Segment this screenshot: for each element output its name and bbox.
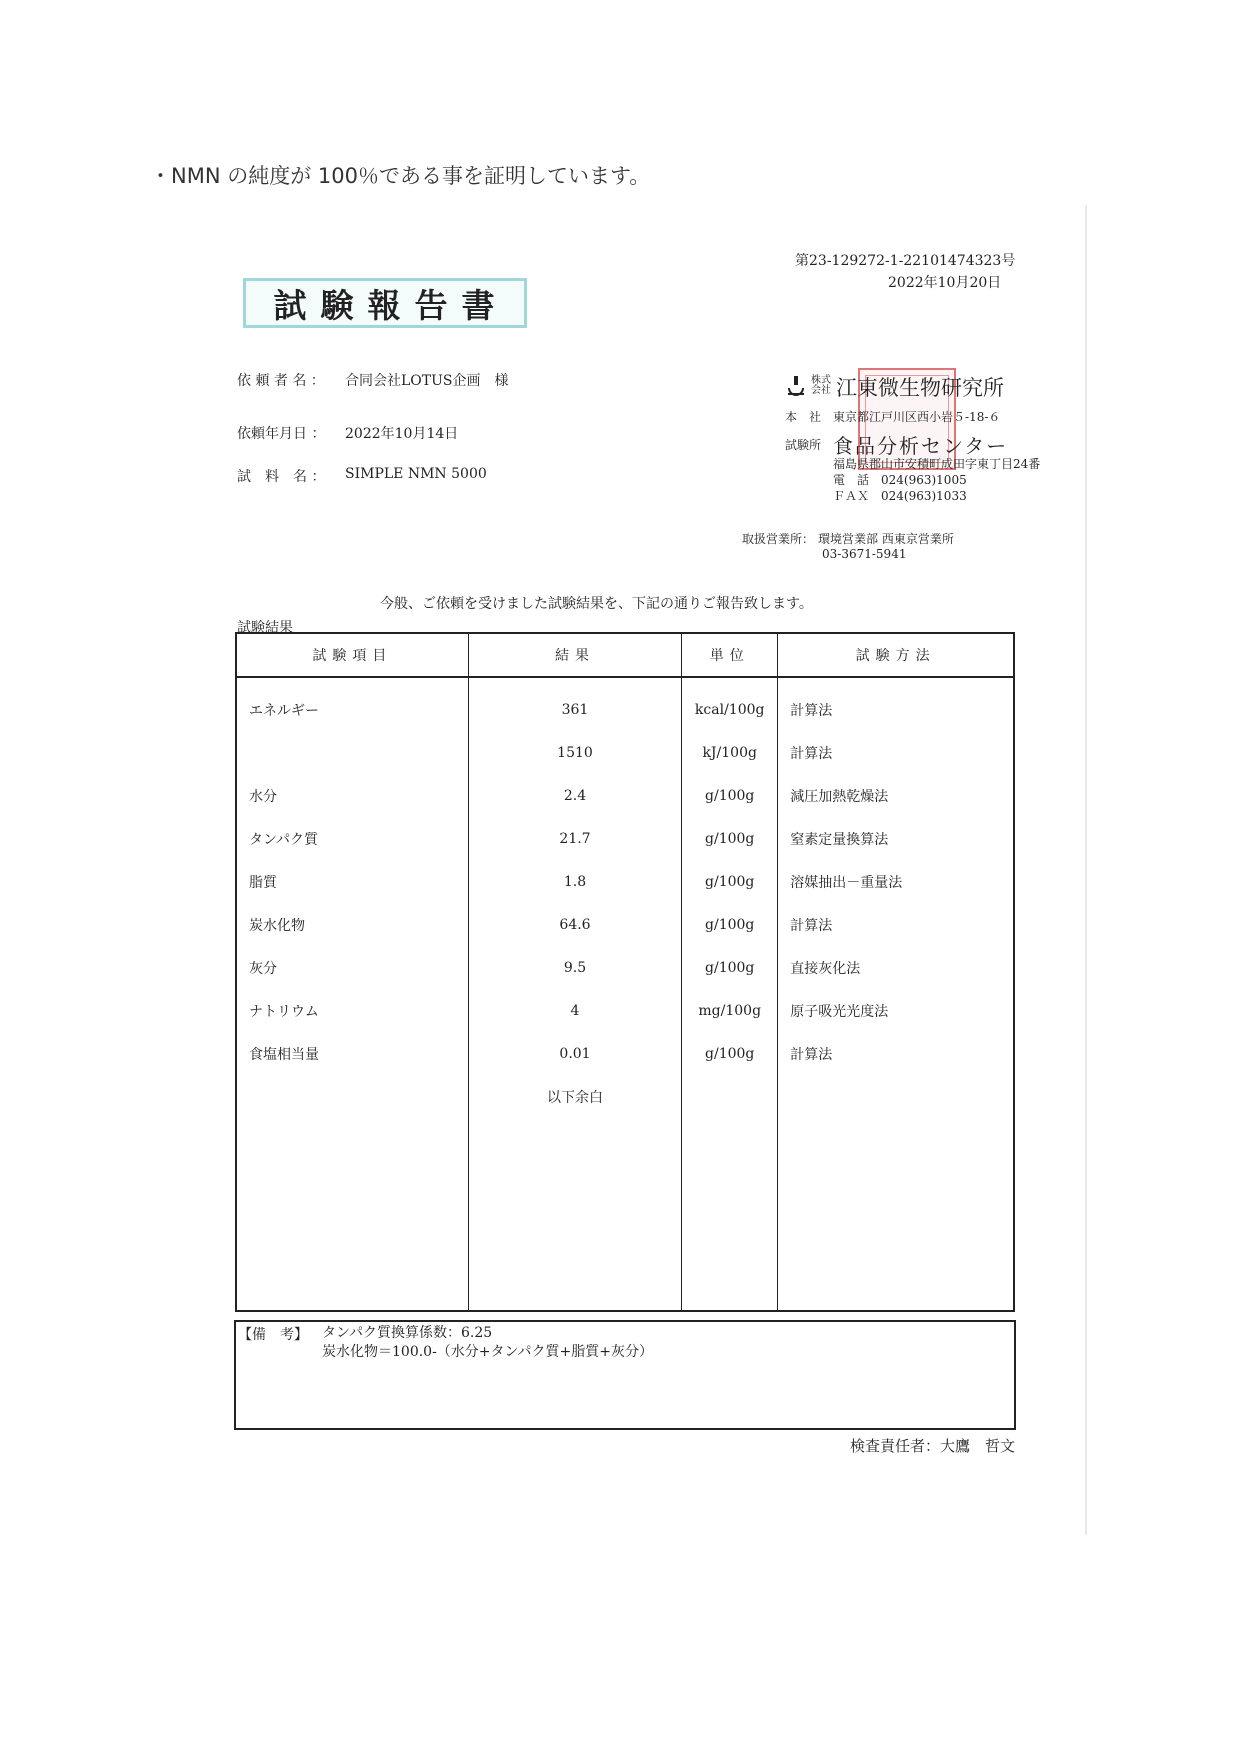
method-cell: 溶媒抽出－重量法 <box>778 860 1014 903</box>
remarks-line: 炭水化物＝100.0-（水分+タンパク質+脂質+灰分） <box>322 1344 654 1360</box>
item-cell: エネルギー <box>236 677 468 731</box>
item-cell: 炭水化物 <box>236 903 468 946</box>
office-name: 環境営業部 西東京営業所 <box>818 532 954 546</box>
unit-cell: g/100g <box>682 903 778 946</box>
table-row <box>236 903 1014 946</box>
table-row <box>236 677 1014 731</box>
report-title: 試験報告書 <box>243 278 527 328</box>
unit-cell <box>682 1075 778 1118</box>
microscope-logo-icon <box>785 374 807 396</box>
inspector-signature: 検査責任者：大鷹 哲文 <box>850 1437 1016 1455</box>
remarks-label: 【備 考】 <box>238 1327 308 1343</box>
report-date: 2022年10月20日 <box>888 275 1002 291</box>
office-label: 取扱営業所： <box>742 532 815 546</box>
method-cell: 計算法 <box>778 677 1014 731</box>
item-cell: 脂質 <box>236 860 468 903</box>
lab-label: 試験所 <box>785 438 822 452</box>
lab-name: 食品分析センター <box>833 434 1009 458</box>
method-cell: 直接灰化法 <box>778 946 1014 989</box>
lab-address: 福島県郡山市安積町成田字東丁目24番 <box>833 457 1041 471</box>
method-cell: 原子吸光光度法 <box>778 989 1014 1032</box>
lab-fax: ＦＡＸ 024(963)1033 <box>833 489 967 503</box>
result-cell: 1510 <box>468 731 681 774</box>
sample-label: 試 料 名 ： <box>237 469 326 485</box>
unit-cell: g/100g <box>682 946 778 989</box>
item-cell: タンパク質 <box>236 817 468 860</box>
result-cell: 4 <box>468 989 681 1032</box>
item-cell <box>236 731 468 774</box>
item-cell: ナトリウム <box>236 989 468 1032</box>
client-value: 合同会社LOTUS企画 様 <box>345 373 509 389</box>
company-name: 江東微生物研究所 <box>836 376 1004 400</box>
table-row <box>236 1032 1014 1075</box>
table-row <box>236 989 1014 1032</box>
header-result: 結果 <box>468 633 681 677</box>
unit-cell: g/100g <box>682 860 778 903</box>
header-item: 試験項目 <box>236 633 468 677</box>
table-header-row <box>236 633 1014 677</box>
unit-cell: mg/100g <box>682 989 778 1032</box>
office-phone: 03-3671-5941 <box>822 547 907 561</box>
method-cell: 計算法 <box>778 1032 1014 1075</box>
table-row <box>236 946 1014 989</box>
item-cell: 水分 <box>236 774 468 817</box>
request-date-label: 依頼年月日 ： <box>237 426 326 442</box>
table-row <box>236 731 1014 774</box>
item-cell: 食塩相当量 <box>236 1032 468 1075</box>
unit-cell: g/100g <box>682 817 778 860</box>
table-blank-row <box>236 1118 1014 1311</box>
header-method: 試験方法 <box>778 633 1014 677</box>
result-cell: 9.5 <box>468 946 681 989</box>
lab-tel: 電 話 024(963)1005 <box>833 473 967 487</box>
result-cell: 21.7 <box>468 817 681 860</box>
method-cell: 計算法 <box>778 731 1014 774</box>
intro-text: 今般、ご依頼を受けました試験結果を、下記の通りご報告致します。 <box>380 596 813 612</box>
header-unit: 単位 <box>682 633 778 677</box>
document-number: 第23-129272-1-22101474323号 <box>795 253 1016 269</box>
item-cell: 灰分 <box>236 946 468 989</box>
result-cell: 0.01 <box>468 1032 681 1075</box>
method-cell <box>778 1075 1014 1118</box>
table-row <box>236 860 1014 903</box>
sheet-edge <box>1085 205 1087 1535</box>
result-cell: 361 <box>468 677 681 731</box>
head-office-label: 本 社 <box>785 410 822 424</box>
results-table <box>235 632 1015 1312</box>
method-cell: 減圧加熱乾燥法 <box>778 774 1014 817</box>
caption-note: ・NMN の純度が 100％である事を証明しています。 <box>150 164 651 188</box>
unit-cell: g/100g <box>682 1032 778 1075</box>
unit-cell: kcal/100g <box>682 677 778 731</box>
table-row <box>236 774 1014 817</box>
method-cell: 窒素定量換算法 <box>778 817 1014 860</box>
sample-value: SIMPLE NMN 5000 <box>345 466 487 482</box>
result-cell: 1.8 <box>468 860 681 903</box>
result-cell: 以下余白 <box>468 1075 681 1118</box>
item-cell <box>236 1075 468 1118</box>
method-cell: 計算法 <box>778 903 1014 946</box>
table-row <box>236 817 1014 860</box>
table-row <box>236 1075 1014 1118</box>
client-label: 依 頼 者 名 ： <box>237 373 325 389</box>
unit-cell: g/100g <box>682 774 778 817</box>
result-cell: 64.6 <box>468 903 681 946</box>
unit-cell: kJ/100g <box>682 731 778 774</box>
section-label: 試験結果 <box>237 620 293 636</box>
head-office-address: 東京都江戸川区西小岩５-18-６ <box>833 410 1001 424</box>
remarks-line: タンパク質換算係数：6.25 <box>322 1325 493 1341</box>
company-prefix: 株式会社 <box>811 375 831 396</box>
request-date-value: 2022年10月14日 <box>345 426 459 442</box>
result-cell: 2.4 <box>468 774 681 817</box>
